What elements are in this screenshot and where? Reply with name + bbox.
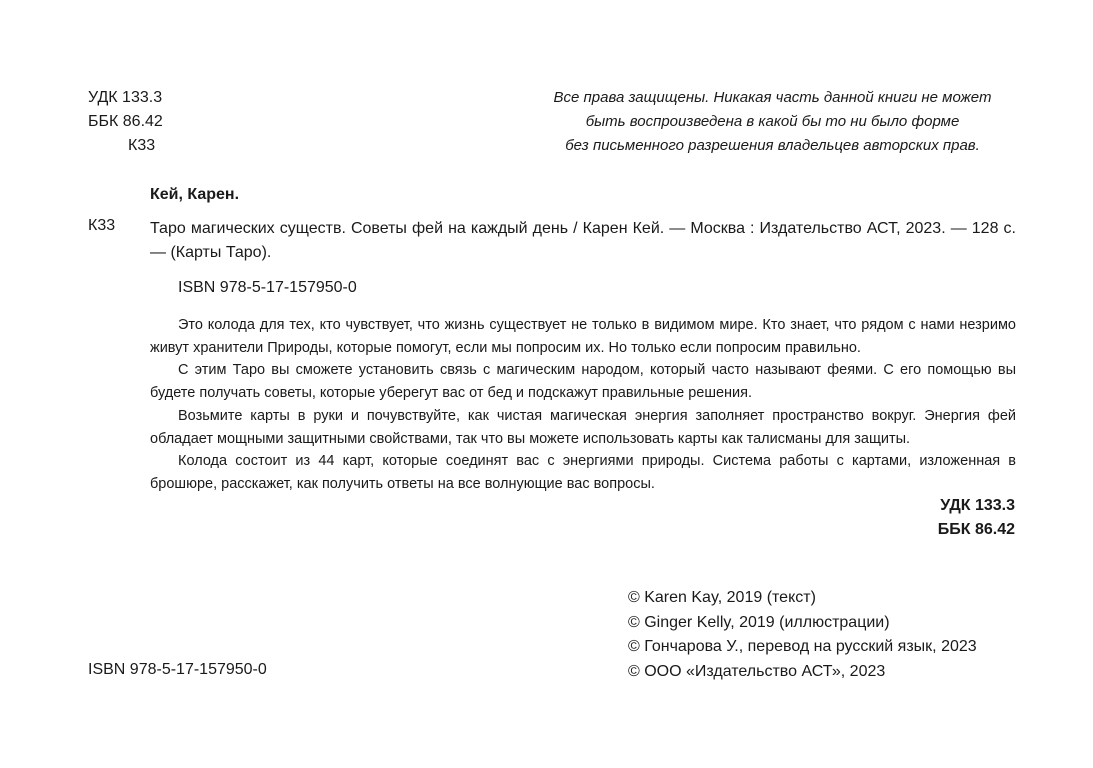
isbn-top: ISBN 978-5-17-157950-0 — [178, 279, 357, 296]
author-heading: Кей, Карен. — [150, 186, 240, 203]
bbk-code: ББК 86.42 — [88, 113, 163, 130]
annotation-paragraph: С этим Таро вы сможете установить связь с магическим народом, который часто называют феями. С его помощью вы будете получать советы, которые уберегут вас от бед и подскажут правильные решения. — [150, 362, 1016, 402]
annotation-paragraph: Колода состоит из 44 карт, которые соединят вас с энергиями природы. Система работы с картами, изложенная в брошюре, расскажет, как получить ответы на все волнующие вас вопросы. — [150, 453, 1016, 492]
rights-notice — [520, 86, 1025, 158]
copyright-line: © Гончарова У., перевод на русский язык, 2023 — [628, 638, 977, 655]
annotation-paragraph: Это колода для тех, кто чувствует, что жизнь существует не только в видимом мире. Кто знает, что рядом с нами незримо живут хранители Природы, которые помогут, если мы попросим их. Но только если попросим правильно. — [150, 317, 1016, 356]
copyright-line: © Karen Kay, 2019 (текст) — [628, 589, 816, 606]
author-mark: К33 — [128, 137, 156, 154]
bbk-code-right: ББК 86.42 — [937, 521, 1015, 538]
rights-notice-line: без письменного разрешения владельцев авторских прав. — [565, 137, 980, 154]
author-mark-margin: К33 — [88, 217, 116, 234]
classification-codes-right — [938, 494, 1015, 542]
copyright-block — [628, 586, 977, 684]
rights-notice-line: Все права защищены. Никакая часть данной книги не может — [553, 89, 992, 106]
classification-codes — [88, 86, 163, 158]
annotation-paragraph: Возьмите карты в руки и почувствуйте, как чистая магическая энергия заполняет пространство вокруг. Энергия фей обладает мощными защитными свойствами, так что вы можете использовать карты как талисманы для защиты. — [150, 407, 1016, 447]
copyright-line: © Ginger Kelly, 2019 (иллюстрации) — [628, 613, 890, 631]
rights-notice-line: быть воспроизведена в какой бы то ни было форме — [585, 113, 960, 130]
bibliographic-description: Таро магических существ. Советы фей на каждый день / Карен Кей. — Москва : Издательство АСТ, 2023. — 128 с. — (Карты Таро). — [150, 220, 1016, 261]
udk-code-right: УДК 133.3 — [940, 497, 1015, 514]
isbn-bottom: ISBN 978-5-17-157950-0 — [88, 661, 267, 678]
annotation — [150, 314, 1016, 496]
copyright-line: © ООО «Издательство АСТ», 2023 — [628, 662, 886, 680]
udk-code: УДК 133.3 — [88, 89, 163, 106]
